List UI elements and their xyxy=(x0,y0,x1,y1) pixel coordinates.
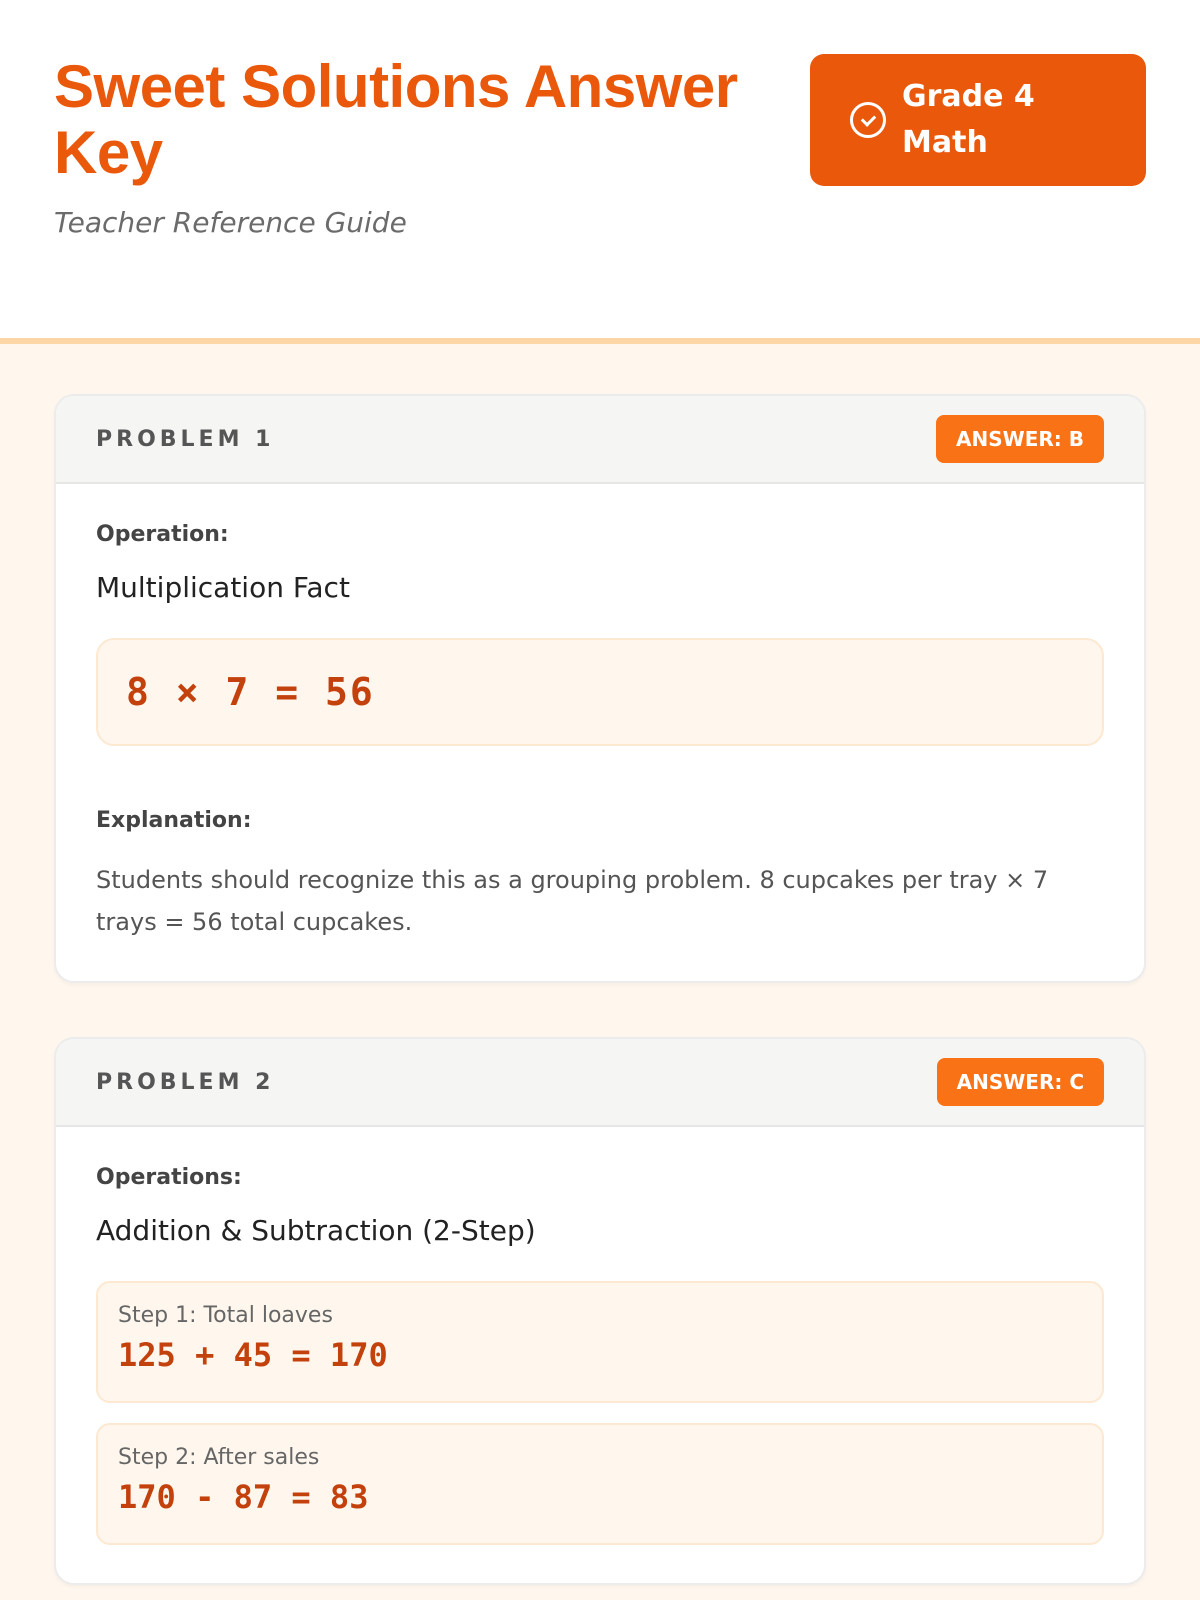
answer-badge: ANSWER: C xyxy=(937,1058,1104,1106)
operation-label: Operation: xyxy=(96,522,229,547)
problem-card-1 xyxy=(54,394,1146,983)
answer-key-content xyxy=(0,344,1200,1585)
step-box xyxy=(96,1423,1104,1545)
problem-title: PROBLEM 2 xyxy=(96,1069,275,1095)
step-label: Step 1: Total loaves xyxy=(118,1303,333,1328)
operation-value: Addition & Subtraction (2-Step) xyxy=(96,1214,536,1247)
answer-badge: ANSWER: B xyxy=(936,415,1104,463)
equation: 8 × 7 = 56 xyxy=(126,670,375,714)
page-subtitle: Teacher Reference Guide xyxy=(54,206,407,239)
operation-label: Operations: xyxy=(96,1165,242,1190)
explanation-text: Students should recognize this as a grouping problem. 8 cupcakes per tray × 7 trays = 56 total cupcakes. xyxy=(96,866,1049,936)
step-equation: 125 + 45 = 170 xyxy=(118,1336,388,1374)
problem-card-header xyxy=(56,396,1144,484)
grade-badge xyxy=(810,54,1146,186)
page-header xyxy=(0,0,1200,344)
problem-card-body xyxy=(56,1127,1144,1583)
problem-card-header xyxy=(56,1039,1144,1127)
step-label: Step 2: After sales xyxy=(118,1445,320,1470)
step-equation: 170 - 87 = 83 xyxy=(118,1478,369,1516)
check-circle-icon xyxy=(850,102,886,138)
problem-title: PROBLEM 1 xyxy=(96,426,275,452)
step-box xyxy=(96,1281,1104,1403)
grade-badge-label: Grade 4 Math xyxy=(902,79,1035,160)
problem-card-2 xyxy=(54,1037,1146,1585)
operation-value: Multiplication Fact xyxy=(96,571,350,604)
explanation-label: Explanation: xyxy=(96,808,252,833)
page-title: Sweet Solutions Answer Key xyxy=(54,53,738,186)
equation-box xyxy=(96,638,1104,746)
problem-card-body xyxy=(56,484,1144,981)
